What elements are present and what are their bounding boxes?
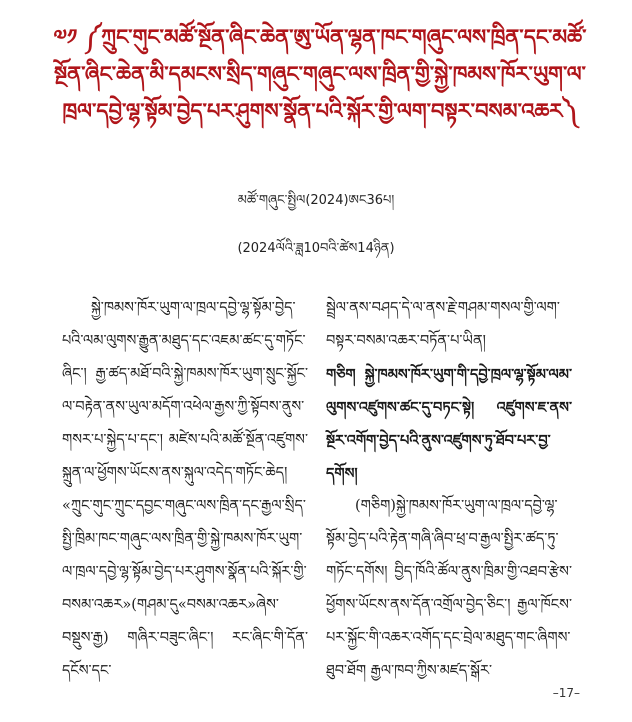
document-number: མཚོ་གཞུང་སྤྱིལ(2024)ཨང36པ།	[237, 193, 395, 208]
page-number: –17–	[552, 686, 580, 700]
document-date: (2024ལོའི་ཟླ10བའི་ཚེས14ཉིན)	[237, 241, 395, 256]
document-title: ༧༡ ༼ཀྲུང་གུང་མཚོ་སྔོན་ཞིང་ཆེན་ཨུ་ཡོན་ལྷན་ཁང་གཞུང་ལས་ཁྲིན་དང་མཚོ་སྔོན་ཞིང་ཆེན་མི་དམངས་སྲིད་གཞུང་གཞུང་ལས་ཁྲིན་གྱི་སྐྱེ་ཁམས་ཁོར་ཡུག་ལ་ཁྲལ་དབྱེ་ལྷ་སྟོམ་བྱེད་པར་ཤུགས་སྣོན་པའི་སྐོར་གྱི་ལག་བསྟར་བསམ་འཆར༽	[53, 24, 587, 123]
right-column	[326, 292, 572, 688]
left-column	[62, 292, 308, 688]
body-paragraph-continued: སྦྲེལ་ནས་བཤད་དེ་ལ་ནས་རྗེ་གཤམ་གསལ་གྱི་ལག་བསྟར་བསམ་འཆར་བཏོན་པ་ཡིན།	[326, 300, 560, 349]
section-heading: གཅིག སྐྱེ་ཁམས་ཁོར་ཡུག་གི་དབྱེ་ཁྲལ་ལྷ་སྟོམ་ལམ་ལུགས་འཛུགས་ཚང་དུ་བཏང་སྟེ། འཛུགས་ཇ་ནས་སྔོར་འགོག་བྱེད་པའི་ནུས་འཛུགས་ཏུ་ཐོབ་པར་བྱ་དགོས།	[326, 366, 572, 482]
body-paragraph: (གཅིག)སྐྱེ་ཁམས་ཁོར་ཡུག་ལ་ཁྲལ་དབྱེ་ལྷ་སྟོམ་བྱེད་པའི་རྟེན་གཞི་ཞིབ་ཕྲ་བ་རྒྱལ་སྤྱིར་ཚད་ཏུ་གཏོང་དགོས། བྱིད་ཁོའི་ཚོལ་ནུས་ཁྲིམ་གྱི་འཐབ་རྩེས་ཕྱོགས་ཡོངས་ནས་དོན་འགྲོལ་བྱེད་ཅིང་། རྒྱལ་ཁོངས་པར་སྐྱོང་གི་འཆར་འགོད་དང་བྲེལ་མཐུད་གང་ཞིགས་ཐུབ་ཐོག རྒྱལ་ཁབ་ཀྱིས་མཛད་སྒོར་	[326, 498, 572, 679]
body-paragraph: སྐྱེ་ཁམས་ཁོར་ཡུག་ལ་ཁྲལ་དབྱེ་ལྷ་སྟོམ་བྱེད་པའི་ལམ་ལུགས་རྒྱུན་མཐུད་དང་འཇམ་ཚང་དུ་གཏོང་ཞིང་། རྒྱ་ཚད་མཐོ་བའི་སྐྱེ་ཁམས་ཁོར་ཡུག་སྲུང་སྐྱོང་ལ་བརྟེན་ནས་ཡུལ་མདོག་འཕེལ་རྒྱས་ཀྱི་སྟོབས་ནུས་གསར་པ་སྐྱེད་པ་དང་། མཛེས་པའི་མཚོ་སྔོན་འཛུགས་སྐྲུན་ལ་ཕྱོགས་ཡོངས་ནས་སྐུལ་འདེད་གཏོང་ཆེད། «ཀྲུང་གུང་ཀྲུང་དབྱང་གཞུང་ལས་ཁྲིན་དང་རྒྱལ་སྲིད་སྤྱི་ཁྲིམ་ཁང་གཞུང་ལས་ཁྲིན་གྱི་སྐྱེ་ཁམས་ཁོར་ཡུག་ལ་ཁྲལ་དབྱེ་ལྷ་སྟོམ་བྱེད་པར་ཤུགས་སྣོན་པའི་སྐོར་གྱི་བསམ་འཆར»(གཤམ་དུ«བསམ་འཆར»ཞེས་བསྡུས་རྒྱ) གཞིར་བཟུང་ཞིང་། རང་ཞིང་གི་དོན་དངོས་དང་	[62, 300, 308, 679]
